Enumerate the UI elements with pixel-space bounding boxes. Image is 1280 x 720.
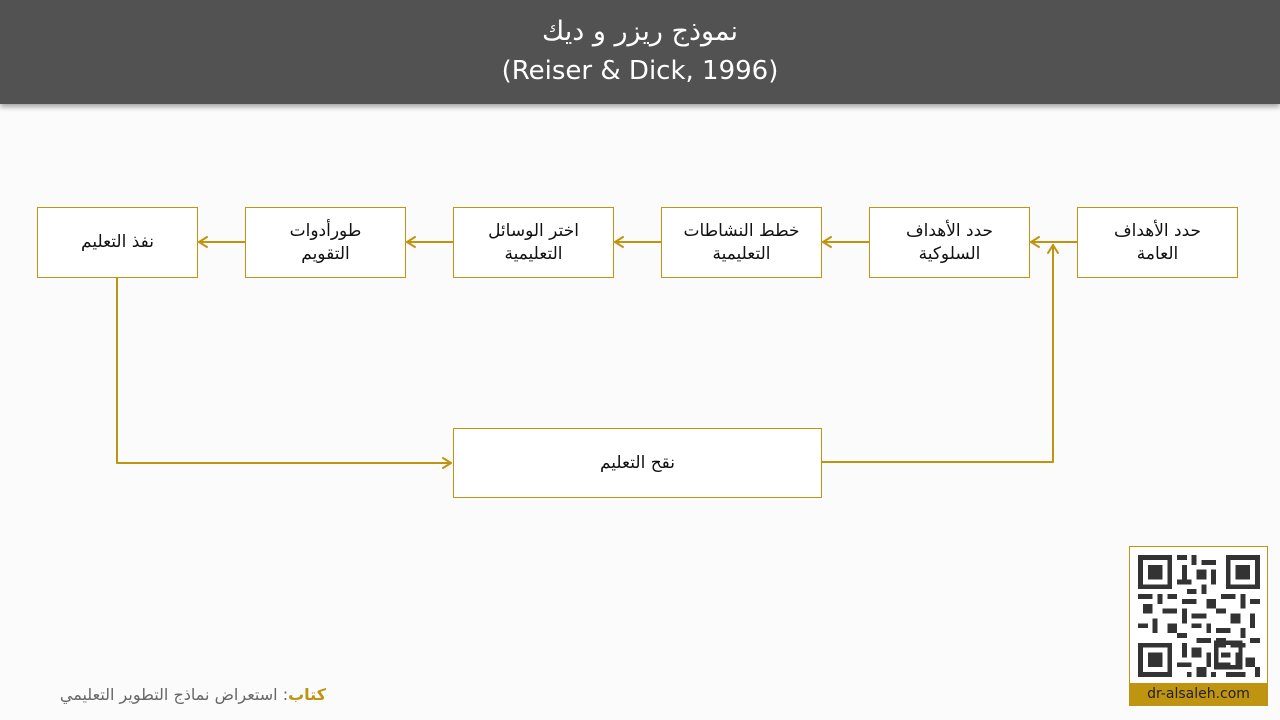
node-label-line: التعليمية [712, 243, 771, 264]
node-label-line: حدد الأهداف [1113, 220, 1202, 241]
node-select-media [453, 207, 614, 278]
page-title: نموذج ريزر و ديك [541, 16, 739, 47]
node-develop-assessment [245, 207, 406, 278]
node-implement-instruction [37, 207, 198, 278]
node-label-line: العامة [1136, 243, 1179, 264]
book-credit [60, 684, 326, 706]
node-label-line: التقويم [301, 243, 350, 264]
node-label-line: حدد الأهداف [905, 220, 994, 241]
node-label-line: السلوكية [918, 243, 981, 264]
qr-code-icon [1138, 555, 1260, 677]
node-define-general-objectives [1077, 207, 1238, 278]
book-credit-title: استعراض نماذج التطوير التعليمي [59, 685, 278, 704]
book-credit-separator: : [282, 685, 289, 704]
page-subtitle: (Reiser & Dick, 1996) [501, 56, 779, 86]
node-define-behavioral-objectives [869, 207, 1030, 278]
node-plan-activities [661, 207, 822, 278]
node-revise-instruction [453, 428, 822, 498]
website-caption[interactable]: dr-alsaleh.com [1130, 683, 1267, 705]
node-label-line: نقح التعليم [599, 452, 675, 473]
node-label-line: نفذ التعليم [81, 232, 154, 252]
qr-card[interactable] [1129, 546, 1268, 706]
node-label-line: التعليمية [504, 243, 563, 264]
book-credit-label: كتاب [288, 685, 326, 704]
node-label-line: خطط النشاطات [683, 220, 800, 241]
node-label-line: اختر الوسائل [488, 220, 579, 241]
node-label-line: طورأدوات [289, 220, 362, 241]
edge-n6-n7 [117, 278, 451, 463]
